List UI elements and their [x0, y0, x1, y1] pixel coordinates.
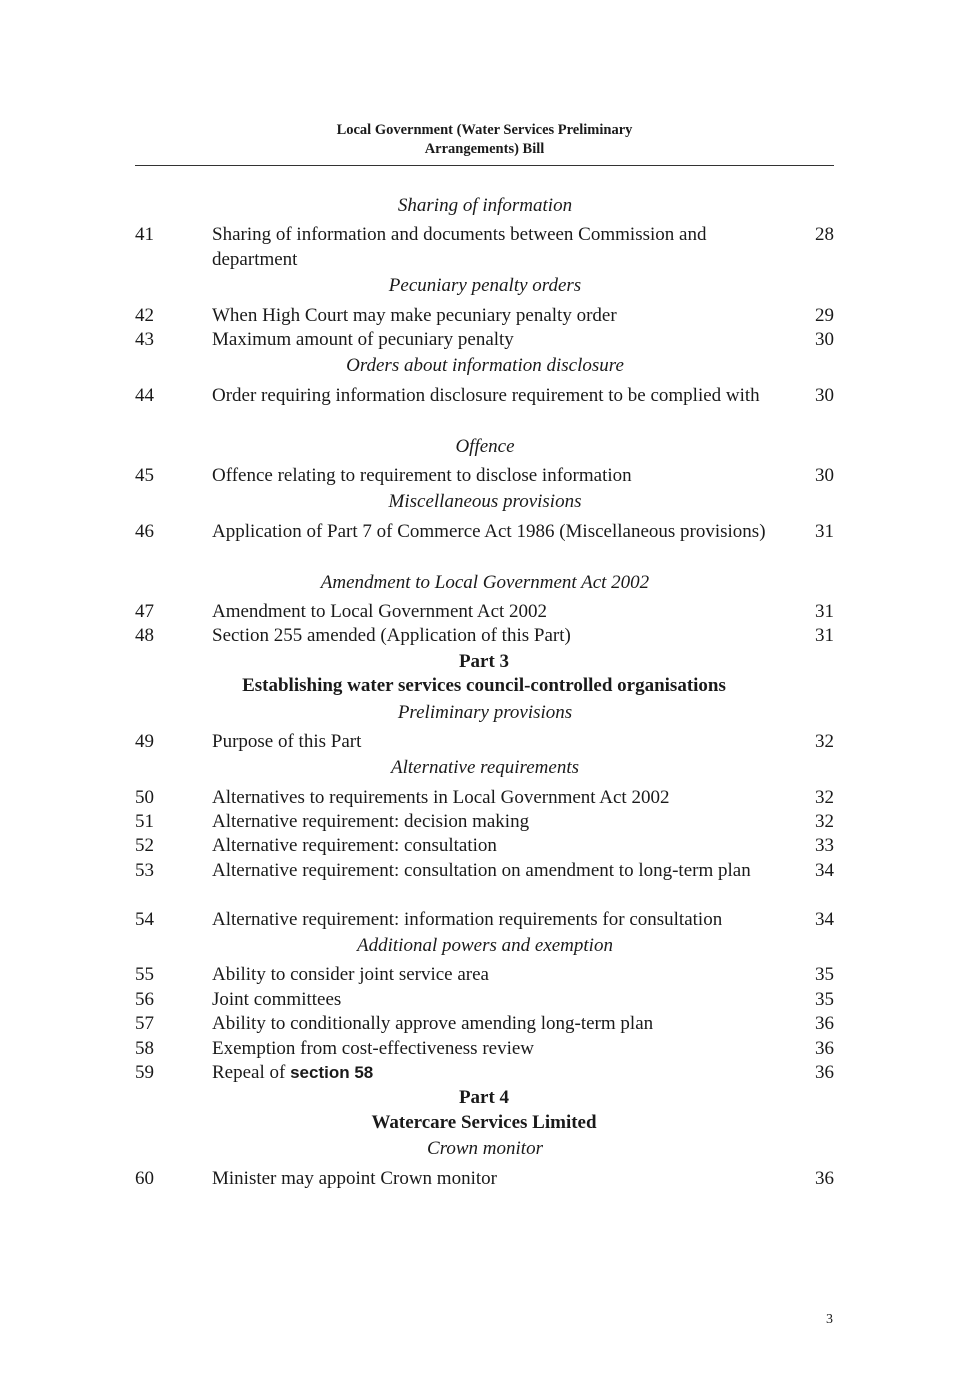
entry-title-text: Purpose of this Part: [212, 730, 362, 752]
toc-entry[interactable]: [0, 730, 968, 754]
page-ref: 31: [815, 600, 834, 622]
entry-title-text: Ability to consider joint service area: [212, 964, 489, 986]
part-number: Part 4: [458, 1087, 510, 1109]
toc-entry[interactable]: [0, 963, 968, 987]
section-number: 44: [135, 384, 154, 406]
section-number: 56: [135, 988, 154, 1010]
toc-entry[interactable]: [0, 600, 968, 624]
page-ref: 35: [815, 988, 834, 1010]
section-number: 59: [135, 1061, 154, 1083]
entry-title-text: Repeal of: [212, 1061, 291, 1083]
entry-title-text: Order requiring information disclosure requirement to be complied with: [212, 384, 760, 406]
entry-title: [212, 304, 772, 328]
toc-entry[interactable]: [0, 786, 968, 810]
page-ref: 32: [815, 811, 834, 833]
toc-entry[interactable]: [0, 520, 968, 569]
page-number: 3: [826, 1312, 833, 1327]
entry-title: [212, 908, 772, 932]
header-rule: [135, 165, 834, 166]
toc-entry[interactable]: [0, 1012, 968, 1036]
toc-entry[interactable]: [0, 1061, 968, 1085]
section-number: 50: [135, 786, 154, 808]
entry-title: [212, 834, 772, 858]
page-ref: 32: [815, 786, 834, 808]
page-ref: 30: [815, 328, 834, 350]
entry-title-text: Exemption from cost-effectiveness review: [212, 1037, 535, 1059]
section-heading: Additional powers and exemption: [357, 935, 613, 957]
section-number: 57: [135, 1013, 154, 1035]
section-number: 46: [135, 520, 154, 542]
entry-title: [212, 328, 772, 352]
toc-entry[interactable]: [0, 834, 968, 858]
entry-title-text: Amendment to Local Government Act 2002: [212, 600, 548, 622]
toc-entry[interactable]: [0, 859, 968, 908]
section-number: 43: [135, 328, 154, 350]
entry-title: [212, 624, 772, 648]
section-number: 47: [135, 600, 154, 622]
section-heading: Orders about information disclosure: [346, 355, 624, 377]
entry-title-text: Sharing of information and documents between Commission and department: [212, 224, 707, 270]
page-ref: 34: [815, 859, 834, 881]
running-header: [135, 121, 834, 159]
part-heading: [0, 650, 968, 699]
entry-title: [212, 988, 772, 1012]
running-header-line-2: Arrangements) Bill: [424, 141, 545, 157]
toc-entry[interactable]: [0, 328, 968, 352]
section-number: 53: [135, 859, 154, 881]
entry-title: [212, 1012, 772, 1036]
toc-entry[interactable]: [0, 223, 968, 272]
toc-entry[interactable]: [0, 464, 968, 488]
page-ref: 33: [815, 835, 834, 857]
entry-title: [212, 859, 772, 883]
toc-entry[interactable]: [0, 304, 968, 328]
page-ref: 36: [815, 1061, 834, 1083]
entry-title: [212, 384, 772, 408]
entry-title-text: Maximum amount of pecuniary penalty: [212, 328, 514, 350]
entry-title: [212, 1037, 772, 1061]
toc-entry[interactable]: [0, 810, 968, 834]
page-ref: 34: [815, 908, 834, 930]
section-heading: Miscellaneous provisions: [388, 491, 582, 513]
entry-title: [212, 600, 772, 624]
entry-title-text: Alternative requirement: decision making: [212, 811, 530, 833]
page-ref: 31: [815, 520, 834, 542]
section-heading: Pecuniary penalty orders: [388, 275, 582, 297]
entry-title: [212, 520, 772, 544]
section-number: 60: [135, 1167, 154, 1189]
entry-title-text: When High Court may make pecuniary penalty order: [212, 304, 617, 326]
page-ref: 32: [815, 730, 834, 752]
entry-title-text: Ability to conditionally approve amending long-term plan: [212, 1013, 654, 1035]
entry-title: [212, 464, 772, 488]
section-heading: Amendment to Local Government Act 2002: [320, 571, 650, 593]
entry-title-text: Minister may appoint Crown monitor: [212, 1167, 497, 1189]
section-number: 45: [135, 464, 154, 486]
cross-reference[interactable]: section 58: [290, 1062, 374, 1082]
section-number: 54: [135, 908, 154, 930]
page-ref: 30: [815, 464, 834, 486]
section-number: 49: [135, 730, 154, 752]
entry-title-text: Joint committees: [212, 988, 342, 1010]
page-ref: 29: [815, 304, 834, 326]
entry-title-text: Alternative requirement: consultation on amendment to long-term plan: [212, 859, 751, 881]
part-heading: [0, 1086, 968, 1135]
section-number: 42: [135, 304, 154, 326]
entry-title: [212, 786, 772, 810]
page-ref: 36: [815, 1037, 834, 1059]
page-ref: 36: [815, 1167, 834, 1189]
section-number: 41: [135, 224, 154, 246]
toc-entry[interactable]: [0, 1167, 968, 1191]
toc-entry[interactable]: [0, 1037, 968, 1061]
entry-title: [212, 963, 772, 987]
page-ref: 30: [815, 384, 834, 406]
running-header-line-1: Local Government (Water Services Preliminary: [336, 122, 633, 138]
section-number: 52: [135, 835, 154, 857]
entry-title-text: Alternative requirement: consultation: [212, 835, 497, 857]
toc-entry[interactable]: [0, 624, 968, 648]
entry-title-text: Section 255 amended (Application of this Part): [212, 625, 571, 647]
section-number: 58: [135, 1037, 154, 1059]
toc-entry[interactable]: [0, 908, 968, 932]
entry-title: [212, 223, 772, 272]
toc-entry[interactable]: [0, 988, 968, 1012]
page-ref: 36: [815, 1013, 834, 1035]
part-number: Part 3: [458, 650, 510, 672]
section-heading: Offence: [455, 435, 515, 457]
page-ref: 35: [815, 964, 834, 986]
entry-title: [212, 810, 772, 834]
entry-title: [212, 730, 772, 754]
entry-title-text: Alternatives to requirements in Local Government Act 2002: [212, 786, 670, 808]
entry-title-text: Offence relating to requirement to disclose information: [212, 464, 632, 486]
section-heading: Alternative requirements: [390, 757, 579, 779]
toc-entry[interactable]: [0, 384, 968, 433]
page-ref: 31: [815, 625, 834, 647]
section-heading: Crown monitor: [427, 1138, 543, 1160]
section-number: 48: [135, 625, 154, 647]
part-title: Establishing water services council-controlled organisations: [242, 675, 726, 697]
entry-title: [212, 1167, 772, 1191]
entry-title-text: Alternative requirement: information requirements for consultation: [212, 908, 723, 930]
entry-title-text: Application of Part 7 of Commerce Act 1986 (Miscellaneous provisions): [212, 520, 766, 542]
section-number: 55: [135, 964, 154, 986]
entry-title: [212, 1061, 772, 1085]
page-ref: 28: [815, 224, 834, 246]
section-heading: Sharing of information: [397, 195, 573, 216]
section-heading: Preliminary provisions: [397, 701, 573, 723]
table-of-contents: [0, 192, 968, 1191]
section-number: 51: [135, 811, 154, 833]
part-title: Watercare Services Limited: [371, 1111, 597, 1133]
